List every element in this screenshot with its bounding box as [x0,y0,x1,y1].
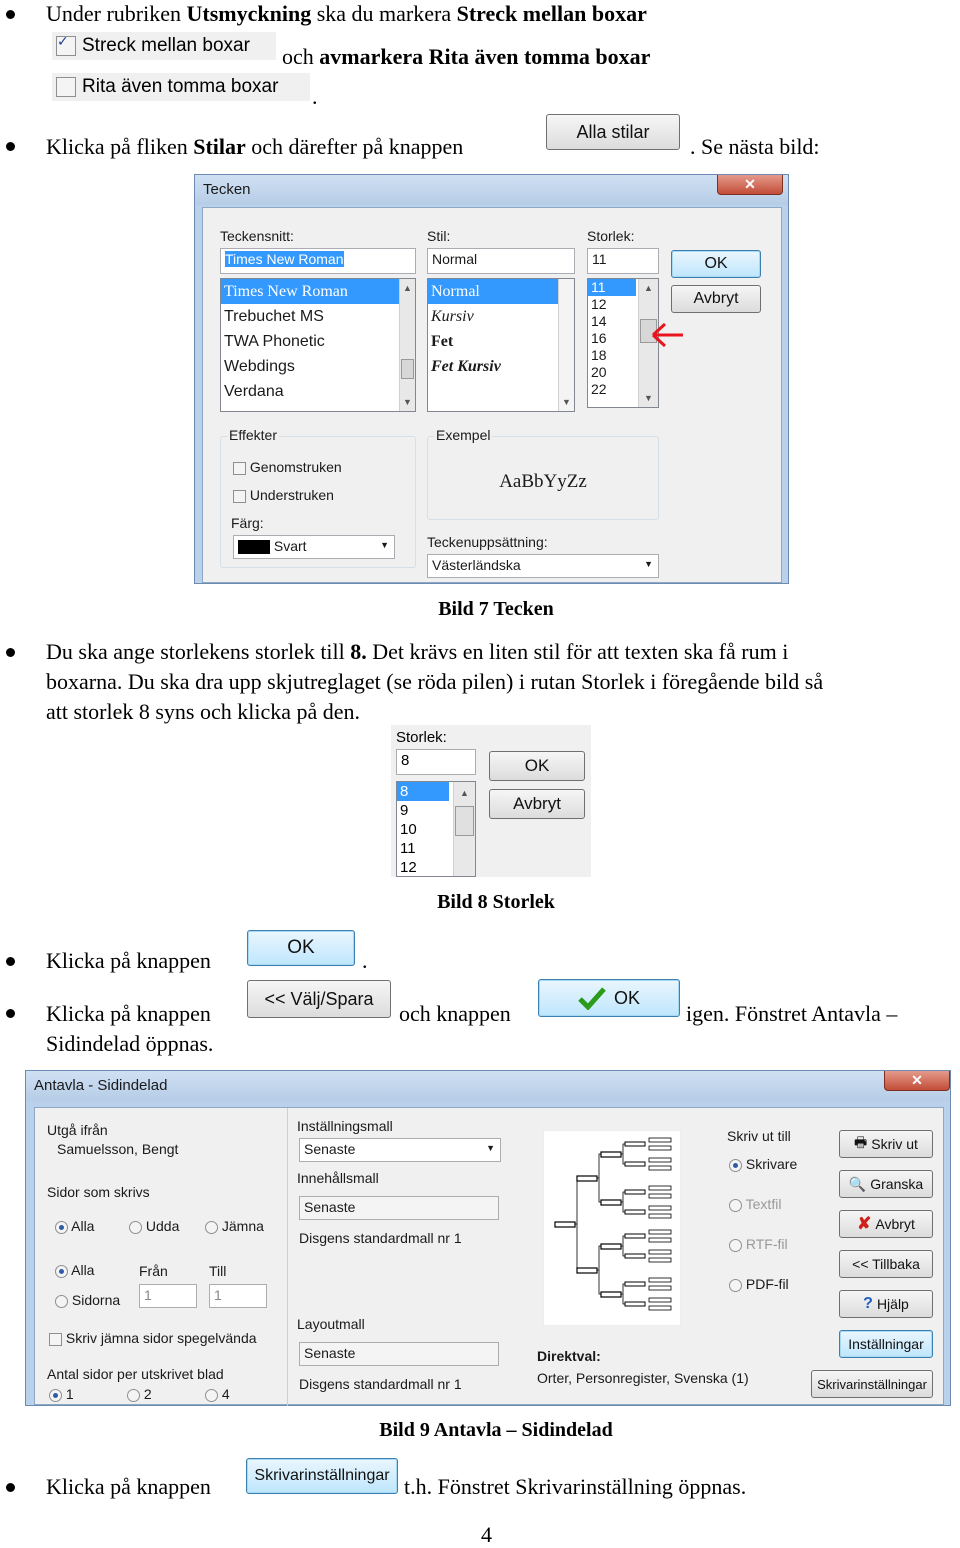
checkbox-label: Rita även tomma boxar [82,76,279,97]
from-label: Från [139,1263,168,1279]
scroll-thumb[interactable] [455,806,474,836]
effects-label: Effekter [229,427,277,443]
size-input[interactable]: 11 [587,248,659,274]
radio-label: Udda [145,1218,180,1234]
start-label: Utgå ifrån [47,1122,108,1138]
color-select[interactable] [233,535,395,559]
checkbox-icon [49,1333,62,1346]
bullet [6,10,15,19]
cancel-button[interactable]: Avbryt [671,285,761,313]
color-swatch [238,540,270,554]
instruction-och-knappen: och knappen [399,1001,511,1026]
radio-label: 2 [143,1386,152,1402]
preview-label: Granska [870,1176,924,1192]
example-label: Exempel [436,427,491,443]
instruction-avmarkera: och avmarkera Rita även tomma boxar [282,44,651,69]
radio-pdf[interactable] [729,1276,789,1292]
font-input-value: Times New Roman [225,251,344,267]
back-button[interactable]: << Tillbaka [839,1250,933,1278]
bullet [6,142,15,151]
scroll-down-icon: ▼ [403,397,412,407]
radio-icon [49,1389,62,1402]
output-label: Skriv ut till [727,1128,791,1144]
direct-label: Direktval: [537,1348,601,1364]
content-template-label: Innehållsmall [297,1170,379,1186]
style-item[interactable]: Fet [431,333,454,350]
instruction-sidindelad-opens: Sidindelad öppnas. [46,1031,214,1056]
radio-per-2[interactable] [127,1386,152,1402]
instruction-valj-spara: Klicka på knappen [46,1001,211,1026]
checkbox-icon [233,462,246,475]
charset-select[interactable]: Västerländska ▼ [427,554,659,578]
print-label: Skriv ut [871,1136,918,1152]
printer-settings-button[interactable]: Skrivarinställningar [811,1370,933,1398]
size-scrollbar[interactable] [453,782,475,876]
layout-template-value: Disgens standardmall nr 1 [299,1376,462,1392]
bullet [6,1009,15,1018]
instruction-se-nasta-bild: . Se nästa bild: [690,134,820,159]
radio-icon [55,1265,68,1278]
size-label: Storlek: [396,729,447,746]
scroll-up-icon: ▲ [460,788,469,798]
size-item[interactable]: 14 [591,313,607,329]
radio-odd[interactable] [129,1218,179,1234]
radio-icon [55,1295,68,1308]
content-template-value: Disgens standardmall nr 1 [299,1230,462,1246]
radio-label: 1 [65,1386,74,1402]
dialog-client [34,1107,944,1405]
mirror-label: Skriv jämna sidor spegelvända [65,1330,257,1346]
period: . [312,84,318,109]
pedigree-preview [543,1130,681,1326]
scroll-up-icon: ▲ [644,283,653,293]
tecken-dialog [194,174,789,584]
size-item[interactable]: 22 [591,381,607,397]
instruction-antavla-opens: igen. Fönstret Antavla – [686,1001,898,1026]
radio-icon [729,1239,742,1252]
help-button[interactable] [839,1290,933,1318]
instruction-storlek-line2: boxarna. Du ska dra upp skjutreglaget (se röda pilen) i rutan Storlek i föregående bild så [46,669,824,694]
checkbox-unchecked-icon [56,77,76,97]
cancel-button[interactable] [839,1210,933,1238]
radio-label: Sidorna [71,1292,121,1308]
magnifier-icon: 🔍 [848,1175,867,1192]
radio-label: Alla [71,1218,95,1234]
help-label: Hjälp [876,1296,909,1312]
settings-button[interactable]: Inställningar [839,1330,933,1358]
size-item[interactable]: 18 [591,347,607,363]
instruction-skrivarinstallningar: Klicka på knappen [46,1474,211,1499]
checkbox-label: Streck mellan boxar [82,35,250,56]
radio-per-1[interactable] [49,1386,74,1402]
radio-label: Jämna [221,1218,264,1234]
mirror-checkbox[interactable] [49,1330,257,1346]
radio-pages[interactable] [55,1292,120,1308]
layout-template-field[interactable]: Senaste [299,1342,499,1366]
size-label: Storlek: [587,228,635,244]
antavla-dialog [25,1070,951,1406]
layout-template-label: Layoutmall [297,1316,365,1332]
ok-check-button[interactable] [538,979,680,1017]
font-item[interactable]: TWA Phonetic [224,333,325,350]
underline-checkbox[interactable] [233,487,334,503]
style-input[interactable]: Normal [427,248,575,274]
radio-icon [205,1221,218,1234]
size-item[interactable]: 11 [400,840,416,857]
radio-all-pages[interactable] [55,1262,94,1278]
bullet [6,1483,15,1492]
printer-icon: 🖶 [854,1134,868,1150]
example-group [427,427,659,520]
ok-label: OK [613,987,640,1008]
valj-spara-button[interactable]: << Välj/Spara [247,980,391,1018]
period: . [362,948,368,973]
scroll-down-icon: ▼ [644,393,653,403]
instruction-klicka-ok: Klicka på knappen [46,948,211,973]
style-list[interactable] [427,278,575,412]
strike-label: Genomstruken [249,459,342,475]
content-template-field[interactable]: Senaste [299,1196,499,1220]
checkbox-icon [233,490,246,503]
radio-label: Alla [71,1262,95,1278]
settings-template-label: Inställningsmall [297,1118,393,1134]
effects-group [220,427,416,568]
style-item[interactable]: Kursiv [431,308,474,325]
scroll-thumb[interactable] [401,359,414,379]
title-bar [195,175,788,205]
color-label: Färg: [231,515,264,531]
red-x-icon: ✘ [857,1214,872,1233]
color-value: Svart [273,538,307,554]
size-item[interactable]: 12 [591,296,607,312]
cancel-label: Avbryt [875,1216,915,1232]
storlek-snippet [391,725,591,877]
instruction-skrivarinstallning-opens: t.h. Fönstret Skrivarinställning öppnas. [404,1474,747,1499]
instruction-utsmyckning: Under rubriken Utsmyckning ska du markera Streck mellan boxar [46,1,647,26]
caption-bild9: Bild 9 Antavla – Sidindelad [379,1419,613,1441]
from-stepper[interactable]: 1 [139,1284,197,1308]
style-item[interactable]: Normal [428,279,558,304]
scroll-down-icon: ▼ [562,397,571,407]
ok-button[interactable]: OK [671,250,761,278]
settings-template-select[interactable]: Senaste ▼ [299,1138,501,1162]
dialog-client [202,207,782,583]
instruction-stilar: Klicka på fliken Stilar och därefter på knappen [46,134,464,159]
radio-label: RTF-fil [745,1236,788,1252]
size-item[interactable]: 8 [397,782,449,801]
alla-stilar-button[interactable]: Alla stilar [546,114,680,150]
dialog-title: Tecken [203,181,251,198]
style-item[interactable]: Fet Kursiv [431,358,501,375]
font-label: Teckensnitt: [220,228,294,244]
size-list[interactable] [396,781,476,877]
radio-printer[interactable] [729,1156,797,1172]
green-check-icon [578,986,606,1010]
size-item[interactable]: 12 [400,859,417,876]
size-item[interactable]: 9 [400,802,409,819]
ok-button[interactable]: OK [489,751,585,781]
caption-bild7: Bild 7 Tecken [438,598,554,620]
radio-icon [55,1221,68,1234]
close-button[interactable]: ✕ [717,175,783,195]
radio-label: Textfil [745,1196,782,1212]
radio-icon [729,1159,742,1172]
direct-value: Orter, Personregister, Svenska (1) [537,1370,749,1386]
radio-icon [129,1221,142,1234]
radio-icon [205,1389,218,1402]
page-number: 4 [481,1522,492,1547]
font-input[interactable] [220,248,416,274]
font-scrollbar[interactable] [399,279,415,411]
ok-button[interactable]: OK [247,930,355,966]
checkbox-checked-icon [56,36,76,56]
example-text: AaBbYyZz [499,471,587,492]
charset-label: Teckenuppsättning: [427,534,548,550]
radio-rtf[interactable] [729,1236,788,1252]
underline-label: Understruken [249,487,334,503]
preview-button[interactable] [839,1170,933,1198]
skrivarinstallningar-button[interactable]: Skrivarinställningar [246,1458,398,1494]
size-item[interactable]: 11 [588,279,636,296]
size-item[interactable]: 20 [591,364,607,380]
close-button[interactable]: ✕ [884,1071,950,1091]
column-divider [287,1108,288,1406]
instruction-storlek-line1: Du ska ange storlekens storlek till 8. Det krävs en liten stil för att texten ska få rum i [46,639,789,664]
radio-icon [729,1279,742,1292]
scroll-up-icon: ▲ [403,283,412,293]
radio-even[interactable] [205,1218,264,1234]
print-button[interactable] [839,1130,933,1158]
pages-label: Sidor som skrivs [47,1184,150,1200]
font-item[interactable]: Verdana [224,383,284,400]
radio-label: PDF-fil [745,1276,789,1292]
to-label: Till [209,1263,227,1279]
start-value: Samuelsson, Bengt [57,1141,179,1157]
radio-textfile[interactable] [729,1196,781,1212]
red-arrow-icon [647,320,687,350]
font-list[interactable] [220,278,416,412]
title-bar [26,1071,950,1101]
radio-label: 4 [221,1386,230,1402]
caption-bild8: Bild 8 Storlek [437,891,555,913]
cancel-button[interactable]: Avbryt [489,789,585,819]
strike-checkbox[interactable] [233,459,342,475]
size-item[interactable]: 16 [591,330,607,346]
radio-icon [729,1199,742,1212]
checkbox-streck-mellan-boxar[interactable] [52,32,276,60]
size-item[interactable]: 10 [400,821,417,838]
to-stepper[interactable]: 1 [209,1284,267,1308]
font-item[interactable]: Webdings [224,358,295,375]
font-item[interactable]: Trebuchet MS [224,308,324,325]
radio-all[interactable] [55,1218,94,1234]
dialog-title: Antavla - Sidindelad [34,1077,168,1094]
help-icon: ? [863,1295,873,1312]
per-sheet-label: Antal sidor per utskrivet blad [47,1366,224,1382]
style-scrollbar[interactable] [558,279,574,411]
radio-icon [127,1389,140,1402]
size-input[interactable]: 8 [396,749,476,775]
bullet [6,648,15,657]
radio-per-4[interactable] [205,1386,230,1402]
checkbox-rita-aven-tomma-boxar[interactable] [52,73,310,101]
style-label: Stil: [427,228,451,244]
font-item[interactable]: Times New Roman [221,279,399,304]
radio-label: Skrivare [745,1156,798,1172]
instruction-storlek-line3: att storlek 8 syns och klicka på den. [46,699,361,724]
bullet [6,957,15,966]
